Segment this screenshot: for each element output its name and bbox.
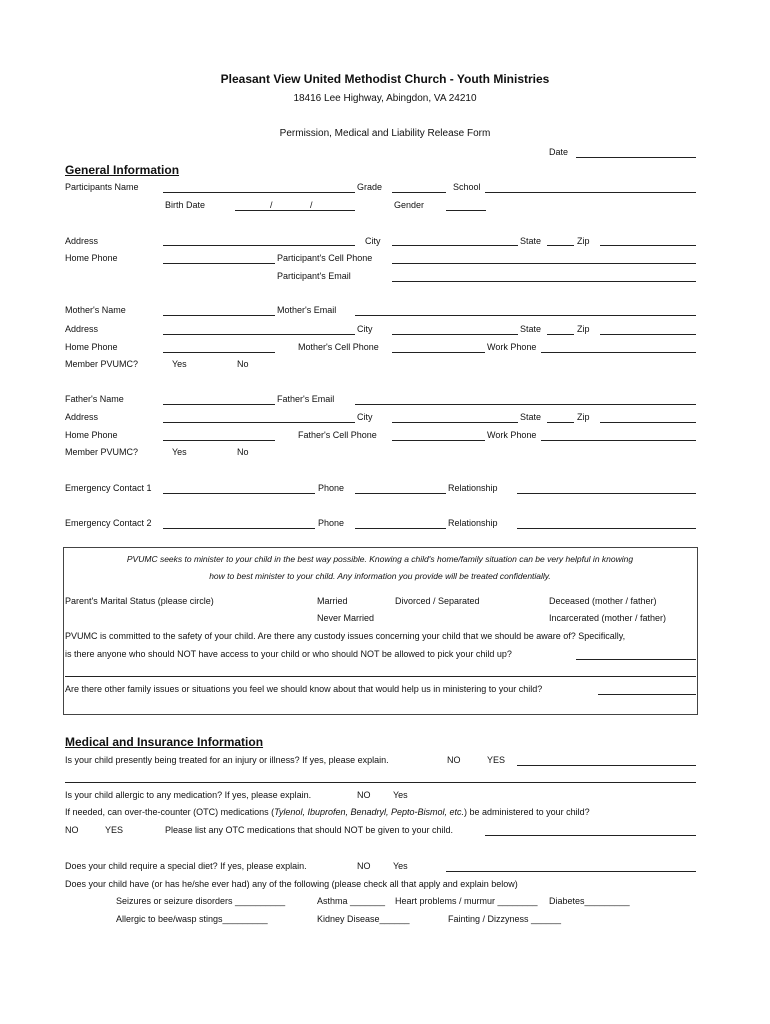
marital-never-married[interactable]: Never Married (317, 613, 375, 623)
church-title: Pleasant View United Methodist Church - Youth Ministries (220, 72, 550, 86)
father-zip-field[interactable] (600, 422, 696, 423)
marital-divorced[interactable]: Divorced / Separated (395, 596, 480, 606)
family-intro-line-2: how to best minister to your child. Any information you provide will be treated confidentially. (209, 571, 551, 581)
injury-question: Is your child presently being treated for an injury or illness? If yes, please explain. (65, 755, 389, 765)
otc-question (65, 807, 590, 818)
father-address-field[interactable] (163, 422, 355, 423)
condition-bee-allergy[interactable]: Allergic to bee/wasp stings_________ (116, 914, 268, 924)
father-member-yes[interactable]: Yes (172, 447, 187, 457)
diet-explain-field[interactable] (446, 871, 696, 872)
marital-incarcerated[interactable]: Incarcerated (mother / father) (549, 613, 667, 623)
father-city-label: City (357, 412, 373, 422)
mothers-email-label: Mother's Email (277, 305, 337, 315)
emergency-1-phone-label: Phone (318, 483, 345, 493)
mothers-cell-field[interactable] (392, 352, 485, 353)
participants-name-label: Participants Name (65, 182, 139, 192)
allergic-yes-option[interactable]: Yes (393, 790, 408, 800)
other-issues-field[interactable] (598, 694, 696, 695)
fathers-cell-field[interactable] (392, 440, 485, 441)
mother-work-phone-field[interactable] (541, 352, 696, 353)
form-title: Permission, Medical and Liability Release Form (279, 128, 491, 139)
father-state-label: State (520, 412, 542, 422)
emergency-2-phone-field[interactable] (355, 528, 446, 529)
allergic-medication-question: Is your child allergic to any medication? If yes, please explain. (65, 790, 312, 800)
father-work-phone-label: Work Phone (487, 430, 537, 440)
condition-diabetes[interactable]: Diabetes_________ (549, 896, 630, 906)
fathers-email-field[interactable] (355, 404, 696, 405)
fathers-cell-label: Father's Cell Phone (298, 430, 377, 440)
mothers-name-field[interactable] (163, 315, 275, 316)
other-issues-question: Are there other family issues or situations you feel we should know about that would help us in ministering to your child? (65, 684, 543, 694)
mother-address-field[interactable] (163, 334, 355, 335)
mother-city-label: City (357, 324, 373, 334)
father-work-phone-field[interactable] (541, 440, 696, 441)
mothers-cell-label: Mother's Cell Phone (298, 342, 379, 352)
address-label: Address (65, 236, 99, 246)
mothers-name-label: Mother's Name (65, 305, 126, 315)
injury-explain-field[interactable] (517, 765, 696, 766)
grade-label: Grade (357, 182, 383, 192)
mother-zip-label: Zip (577, 324, 590, 334)
diet-no-option[interactable]: NO (357, 861, 371, 871)
injury-explain-field-2[interactable] (65, 782, 696, 783)
marital-deceased[interactable]: Deceased (mother / father) (549, 596, 657, 606)
mother-member-label: Member PVUMC? (65, 359, 139, 369)
otc-list-label: Please list any OTC medications that should NOT be given to your child. (165, 825, 453, 835)
mother-member-yes[interactable]: Yes (172, 359, 187, 369)
marital-married[interactable]: Married (317, 596, 348, 606)
emergency-contact-1-label: Emergency Contact 1 (65, 483, 152, 493)
medical-info-heading: Medical and Insurance Information (65, 735, 264, 749)
condition-heart[interactable]: Heart problems / murmur ________ (395, 896, 538, 906)
emergency-1-relationship-label: Relationship (448, 483, 498, 493)
gender-field[interactable] (446, 210, 486, 211)
mother-work-phone-label: Work Phone (487, 342, 537, 352)
mother-state-field[interactable] (547, 334, 574, 335)
condition-asthma[interactable]: Asthma _______ (317, 896, 386, 906)
mother-member-no[interactable]: No (237, 359, 249, 369)
mother-home-phone-label: Home Phone (65, 342, 118, 352)
church-address: 18416 Lee Highway, Abingdon, VA 24210 (293, 93, 477, 104)
address-field[interactable] (163, 245, 355, 246)
emergency-1-phone-field[interactable] (355, 493, 446, 494)
birth-date-slash: / (270, 200, 273, 210)
diet-question: Does your child require a special diet? If yes, please explain. (65, 861, 307, 871)
conditions-question: Does your child have (or has he/she ever had) any of the following (please check all that apply and explain below) (65, 879, 518, 889)
injury-yes-option[interactable]: YES (487, 755, 506, 765)
emergency-contact-1-field[interactable] (163, 493, 315, 494)
condition-fainting[interactable]: Fainting / Dizzyness ______ (448, 914, 562, 924)
city-label: City (365, 236, 381, 246)
father-home-phone-field[interactable] (163, 440, 275, 441)
city-field[interactable] (392, 245, 518, 246)
father-city-field[interactable] (392, 422, 518, 423)
otc-question-pre: If needed, can over-the-counter (OTC) medications ( (65, 807, 275, 817)
custody-question-line-2: is there anyone who should NOT have access to your child or who should NOT be allowed to pick your child up? (65, 649, 512, 659)
gender-label: Gender (394, 200, 425, 210)
participants-name-field[interactable] (163, 192, 355, 193)
date-field[interactable] (576, 157, 696, 158)
marital-status-label: Parent's Marital Status (please circle) (65, 596, 214, 606)
fathers-name-label: Father's Name (65, 394, 124, 404)
date-label: Date (549, 147, 569, 157)
injury-no-option[interactable]: NO (447, 755, 461, 765)
fathers-name-field[interactable] (163, 404, 275, 405)
birth-date-field[interactable] (235, 210, 355, 211)
otc-question-post: ) be administered to your child? (464, 807, 590, 817)
state-label: State (520, 236, 542, 246)
mother-zip-field[interactable] (600, 334, 696, 335)
fathers-email-label: Father's Email (277, 394, 335, 404)
emergency-2-relationship-label: Relationship (448, 518, 498, 528)
birth-date-slash: / (310, 200, 313, 210)
participant-cell-label: Participant's Cell Phone (277, 253, 373, 263)
custody-answer-field[interactable] (576, 659, 696, 660)
emergency-2-relationship-field[interactable] (517, 528, 696, 529)
father-home-phone-label: Home Phone (65, 430, 118, 440)
emergency-contact-2-label: Emergency Contact 2 (65, 518, 152, 528)
school-label: School (453, 182, 481, 192)
condition-seizures[interactable]: Seizures or seizure disorders __________ (116, 896, 286, 906)
condition-kidney[interactable]: Kidney Disease______ (317, 914, 410, 924)
otc-list-field[interactable] (485, 835, 696, 836)
emergency-contact-2-field[interactable] (163, 528, 315, 529)
father-member-label: Member PVUMC? (65, 447, 139, 457)
participant-email-label: Participant's Email (277, 271, 351, 281)
state-field[interactable] (547, 245, 574, 246)
mother-state-label: State (520, 324, 542, 334)
home-phone-label: Home Phone (65, 253, 118, 263)
otc-question-meds: Tylenol, Ibuprofen, Benadryl, Pepto-Bismol, etc. (274, 807, 465, 817)
emergency-2-phone-label: Phone (318, 518, 345, 528)
participant-email-field[interactable] (392, 281, 696, 282)
zip-label: Zip (577, 236, 590, 246)
birth-date-label: Birth Date (165, 200, 206, 210)
father-member-no[interactable]: No (237, 447, 249, 457)
mother-city-field[interactable] (392, 334, 518, 335)
father-state-field[interactable] (547, 422, 574, 423)
otc-yes-option[interactable]: YES (105, 825, 124, 835)
allergic-no-option[interactable]: NO (357, 790, 371, 800)
father-zip-label: Zip (577, 412, 590, 422)
grade-field[interactable] (392, 192, 446, 193)
otc-no-option[interactable]: NO (65, 825, 79, 835)
father-address-label: Address (65, 412, 99, 422)
custody-answer-field-2[interactable] (65, 676, 696, 677)
general-info-heading: General Information (65, 163, 180, 177)
mother-home-phone-field[interactable] (163, 352, 275, 353)
zip-field[interactable] (600, 245, 696, 246)
home-phone-field[interactable] (163, 263, 275, 264)
family-intro-line-1: PVUMC seeks to minister to your child in the best way possible. Knowing a child's home/family situation can be very helpful in knowing (126, 554, 634, 564)
emergency-1-relationship-field[interactable] (517, 493, 696, 494)
diet-yes-option[interactable]: Yes (393, 861, 408, 871)
participant-cell-field[interactable] (392, 263, 696, 264)
mothers-email-field[interactable] (355, 315, 696, 316)
custody-question-line-1: PVUMC is committed to the safety of your child. Are there any custody issues concerning your child that we should be aware of? Specifically, (65, 631, 626, 641)
mother-address-label: Address (65, 324, 99, 334)
school-field[interactable] (485, 192, 696, 193)
